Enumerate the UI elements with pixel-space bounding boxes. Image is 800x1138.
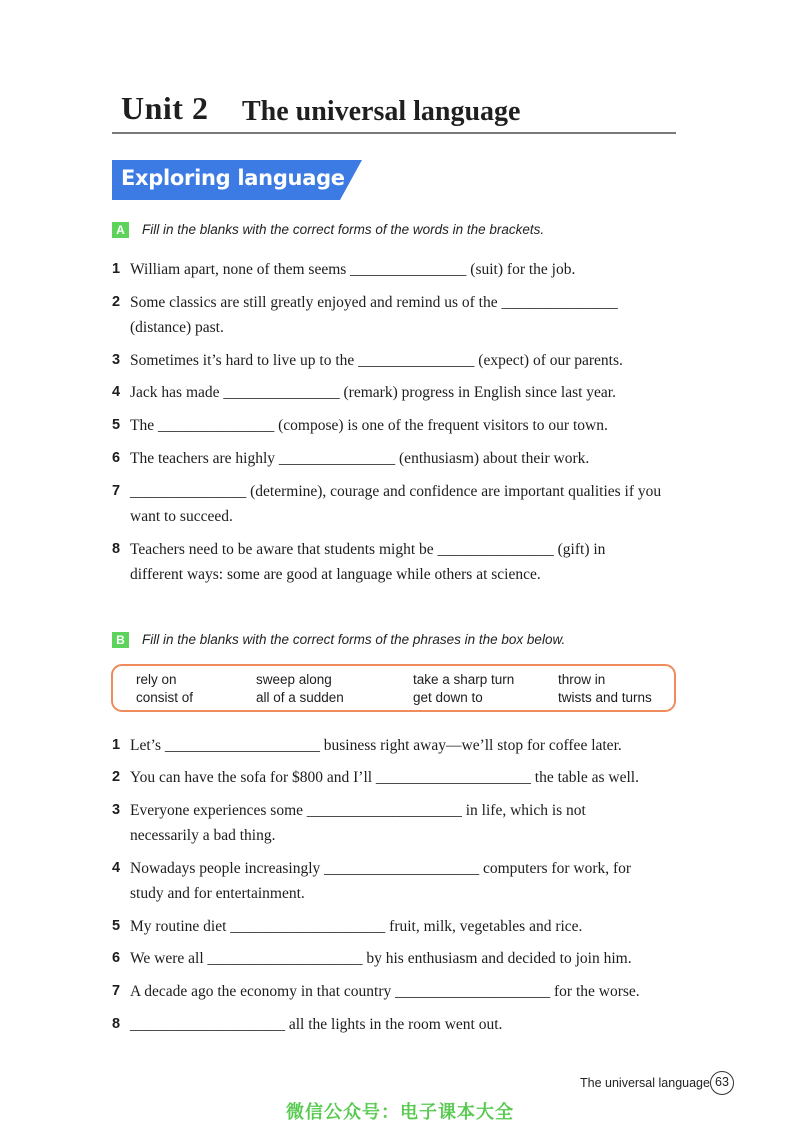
question-number: 6 <box>112 950 121 966</box>
unit-title: The universal language <box>242 96 521 127</box>
question-number: 1 <box>112 261 121 277</box>
section-b-instruction: Fill in the blanks with the correct forms of the phrases in the box below. <box>142 632 566 647</box>
question-number: 7 <box>112 983 121 999</box>
phrase-box <box>111 664 676 712</box>
question-text: The _______________ (compose) is one of the frequent visitors to our town. <box>130 417 608 434</box>
section-banner <box>112 160 362 200</box>
question-text: A decade ago the economy in that country ____________________ for the worse. <box>130 983 640 1000</box>
question-number: 8 <box>112 541 121 557</box>
question-number: 2 <box>112 294 121 310</box>
question-text: William apart, none of them seems _______________ (suit) for the job. <box>130 261 576 278</box>
unit-header <box>112 86 676 134</box>
question-number: 5 <box>112 417 121 433</box>
phrase-item: all of a sudden <box>256 690 344 705</box>
question-text: Sometimes it’s hard to live up to the _______________ (expect) of our parents. <box>130 352 623 369</box>
footer-running-title: The universal language <box>580 1076 710 1090</box>
question-text: Nowadays people increasingly ____________________ computers for work, for study and for entertainment. <box>130 860 632 902</box>
page-number: 63 <box>710 1071 734 1095</box>
section-a-badge: A <box>112 222 129 238</box>
question-text: My routine diet ____________________ fruit, milk, vegetables and rice. <box>130 918 583 935</box>
question-number: 3 <box>112 802 121 818</box>
phrase-item: throw in <box>558 672 606 687</box>
question-text: Teachers need to be aware that students might be _______________ (gift) in different ways: some are good at language while others at science. <box>130 541 606 583</box>
question-text: The teachers are highly _______________ (enthusiasm) about their work. <box>130 450 590 467</box>
phrase-item: twists and turns <box>558 690 652 705</box>
question-text: Everyone experiences some ____________________ in life, which is not necessarily a bad thing. <box>130 802 586 844</box>
section-a-instruction: Fill in the blanks with the correct forms of the words in the brackets. <box>142 222 545 237</box>
question-text: We were all ____________________ by his enthusiasm and decided to join him. <box>130 950 632 967</box>
question-number: 8 <box>112 1016 121 1032</box>
phrase-item: sweep along <box>256 672 332 687</box>
question-number: 6 <box>112 450 121 466</box>
phrase-item: consist of <box>136 690 194 705</box>
phrase-item: rely on <box>136 672 177 687</box>
unit-label: Unit 2 <box>121 90 209 126</box>
phrase-item: take a sharp turn <box>413 672 515 687</box>
question-text: Some classics are still greatly enjoyed and remind us of the _______________ (distance) past. <box>130 294 618 336</box>
question-text: Let’s ____________________ business right away—we’ll stop for coffee later. <box>130 737 622 754</box>
question-number: 4 <box>112 384 121 400</box>
question-number: 4 <box>112 860 121 876</box>
section-b-badge: B <box>112 632 129 648</box>
question-text: Jack has made _______________ (remark) progress in English since last year. <box>130 384 616 401</box>
question-text: _______________ (determine), courage and confidence are important qualities if you want to succeed. <box>130 483 662 525</box>
watermark: 微信公众号：电子课本大全 <box>286 1102 514 1123</box>
question-number: 5 <box>112 918 121 934</box>
question-number: 7 <box>112 483 121 499</box>
banner-title: Exploring language <box>121 166 345 190</box>
question-number: 1 <box>112 737 121 753</box>
question-text: ____________________ all the lights in the room went out. <box>130 1016 503 1033</box>
question-text: You can have the sofa for $800 and I’ll ____________________ the table as well. <box>130 769 639 786</box>
question-number: 3 <box>112 352 121 368</box>
question-number: 2 <box>112 769 121 785</box>
phrase-item: get down to <box>413 690 483 705</box>
